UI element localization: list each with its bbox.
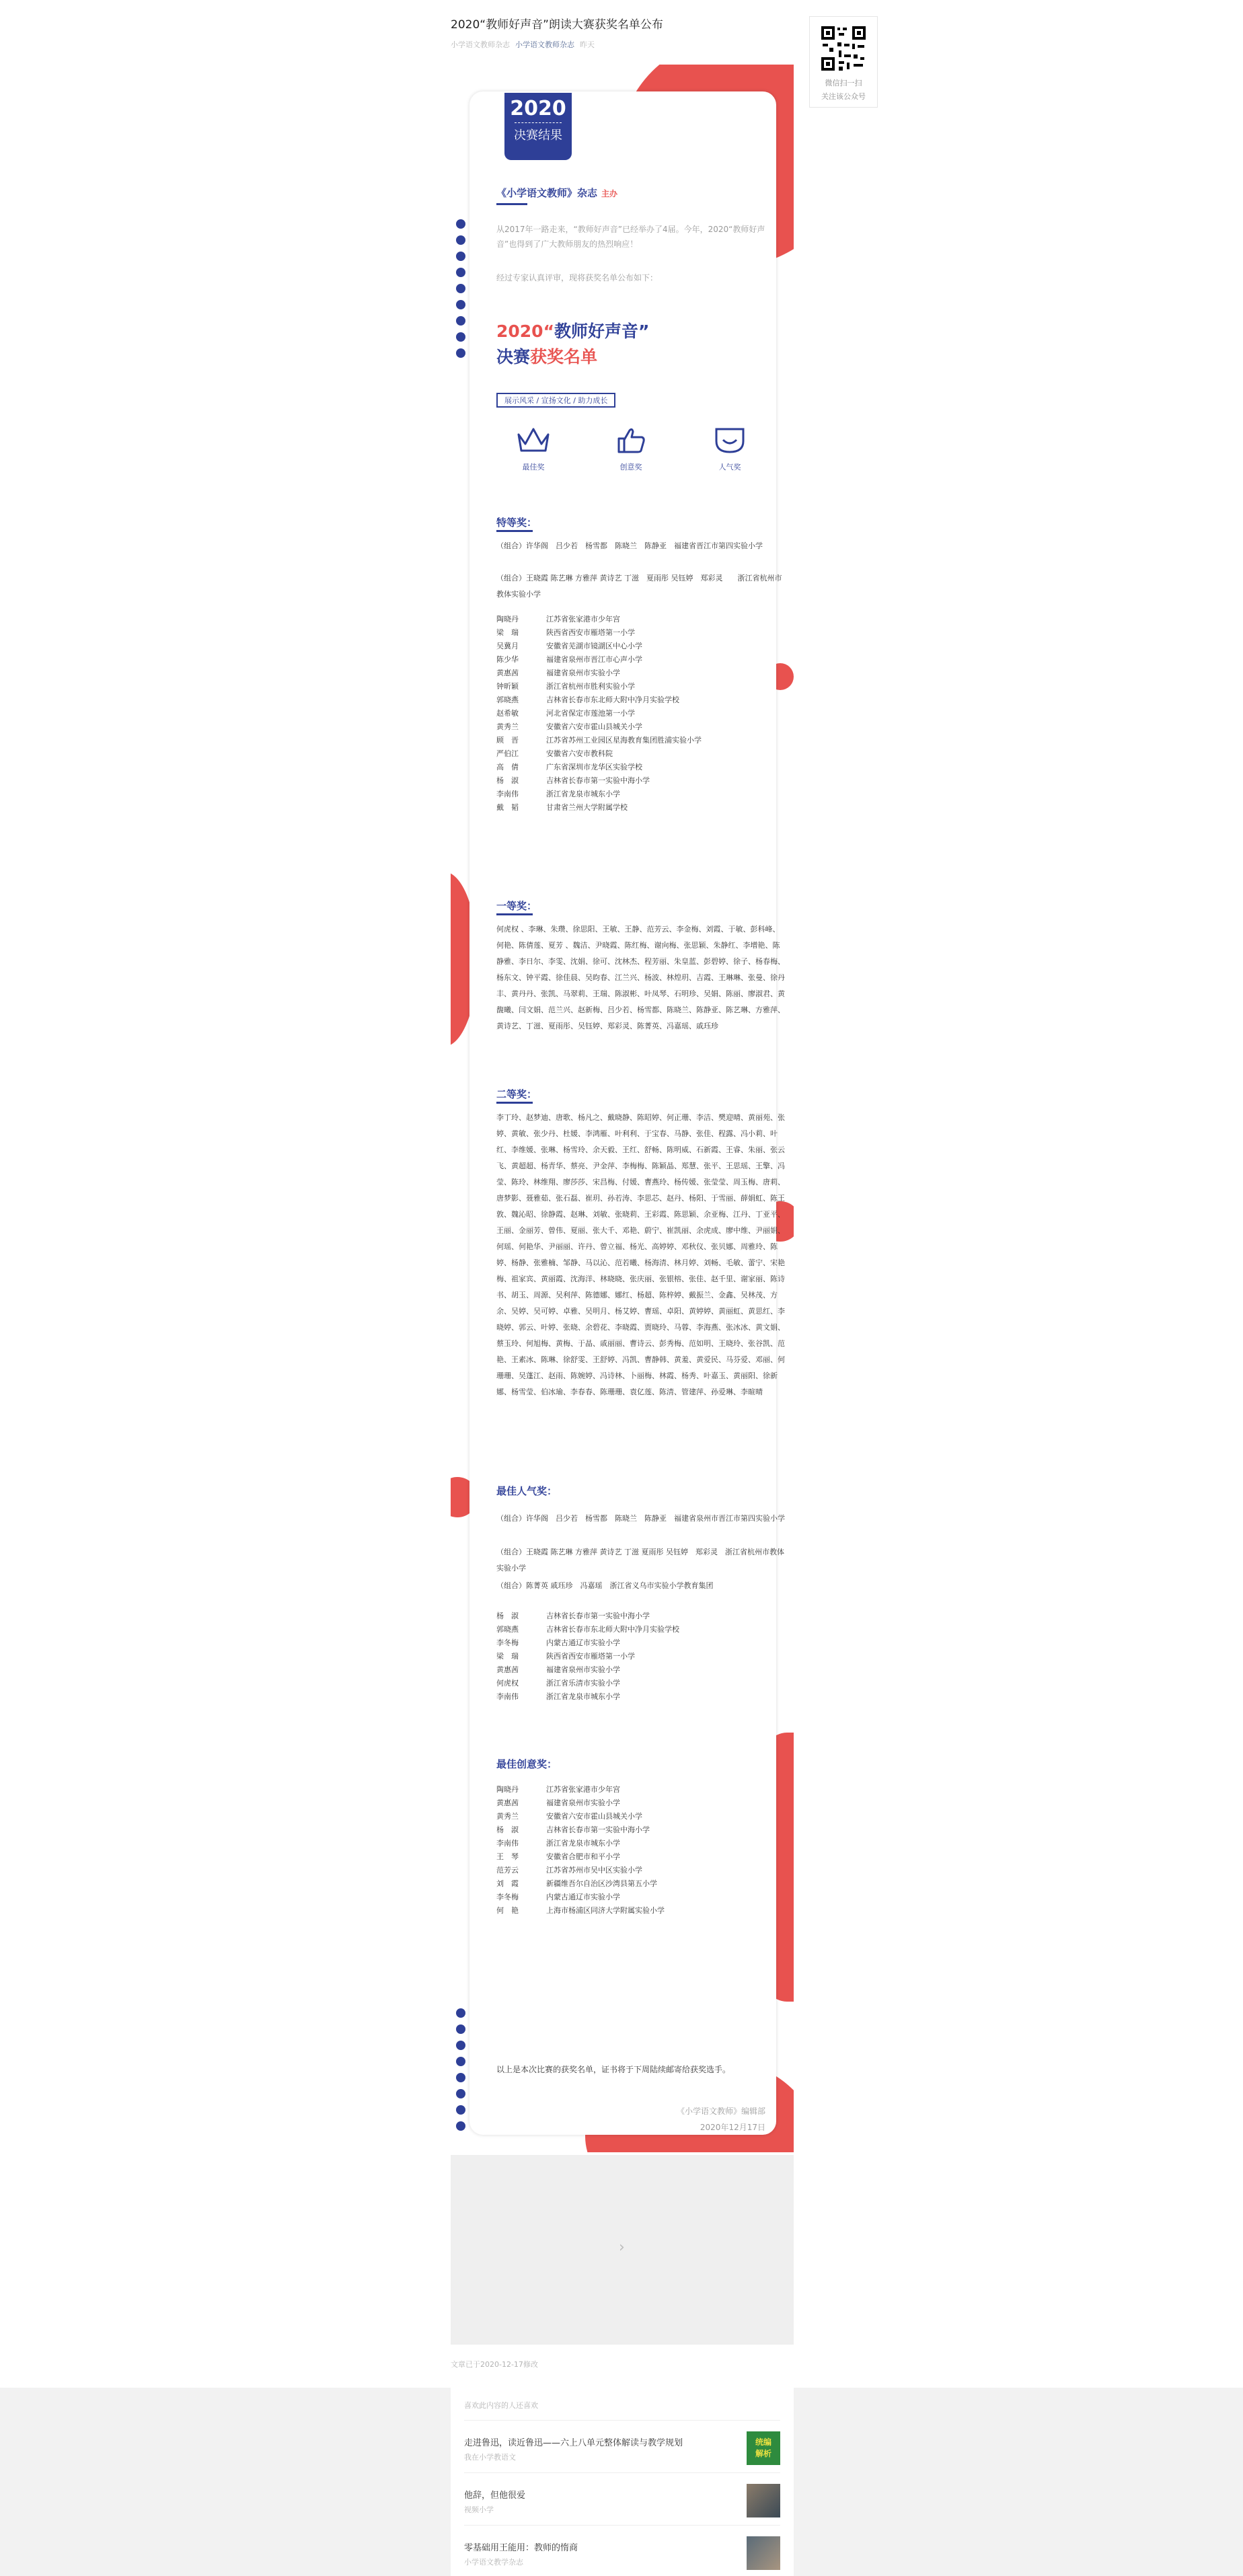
chevron-right-icon: › bbox=[619, 2239, 625, 2256]
intro-paragraph-2: 经过专家认真评审，现将获奖名单公布如下： bbox=[496, 273, 658, 282]
winner-school: 浙江省乐清市实验小学 bbox=[546, 1679, 620, 1688]
signer: 《小学语文教师》编辑部 bbox=[676, 2107, 765, 2116]
winner-name: 钟昕颖 bbox=[496, 682, 519, 691]
winner-school: 吉林省长春市第一实验中海小学 bbox=[546, 1825, 650, 1834]
winner-name: 郭晓燕 bbox=[496, 695, 519, 704]
winner-name: 陈少华 bbox=[496, 655, 519, 664]
award-row bbox=[496, 667, 620, 678]
winner-name: 李南伟 bbox=[496, 1692, 519, 1701]
related-thumbnail: 统编 解析 bbox=[747, 2431, 780, 2465]
winner-name: 刘 霞 bbox=[496, 1879, 519, 1888]
winner-name: 王 琴 bbox=[496, 1852, 519, 1861]
second-prize-names: 李丁玲、赵梦迪、唐歌、杨凡之、戴晓静、陈昭婷、何正珊、李洁、樊迎晴、黄丽苑、张婷、黄敏、张少丹、杜媛、李鸿雁、叶利利、于宝春、马静、张佳、程露、冯小莉、叶红、李维媛、张琳、杨雪玲、余天毅、王红、舒畅、陈明威、石新霞、王睿、朱丽、张云飞、黄超超、杨青华、蔡亮、尹金萍、李梅梅、陈颖晶、郑慧、张平、王思瑶、王擎、冯莹、陈玲、林维翔、廖莎莎、宋昌梅、付媛、曹燕玲、杨传媛、张莹莹、周玉梅、唐莉、唐梦影、聂雅茹、张石磊、崔玥、孙若涛、李思芯、赵丹、杨阳、于雪丽、薛娟虹、陈王敦、魏沁昭、徐静霞、赵琳、刘敏、张晓莉、王彩霞、陈思颖、余亚梅、江丹、丁亚平、王丽、金丽芳、曾伟、夏丽、张大千、邓艳、蔚宁、崔凯丽、余虎成、廖中维、尹丽娟、何瑶、何艳华、尹丽丽、许丹、曾立福、杨光、高婷婷、邓秋仪、张贝娜、周雅玲、陈婷、杨静、张雅楠、邹静、马以沁、范若曦、杨海清、林月婷、刘畅、毛敏、蕾宁、宋艳梅、祖家宾、黄丽霞、沈海洋、林晓晓、张庆丽、张银榕、张佳、赵千里、谢家丽、陈诗书、胡玉、周源、吴利萍、陈德娜、娜红、杨超、陈梓婷、戴振兰、金鑫、吴林茂、方余、吴婷、吴可婷、卓雅、吴明月、杨艾婷、曹瑶、卓阳、黄婷婷、黄丽虹、黄思红、李晓婷、郭云、叶婷、张晓、余碧花、李晓霞、贾晓玲、马蓉、李海燕、张冰冰、黄文娟、蔡玉玲、何旭梅、黄梅、于晶、戚丽丽、曹诗云、彭秀梅、范如明、王晓玲、张谷凯、范艳、王素冰、陈琳、徐舒雯、王舒婷、冯凯、曹静韩、黄羞、黄爱民、马芬爱、邓丽、何珊珊、吴蓬江、赵雨、陈婉婷、冯诗林、卜丽梅、林霞、杨秀、叶嘉玉、黄丽阳、徐新娜、杨雪莹、伯冰瑜、李春春、陈珊珊、袁亿莲、陈清、管建萍、孙爱琳、李暄晴 bbox=[496, 1113, 785, 1396]
winner-school: 河北省保定市莲池第一小学 bbox=[546, 709, 635, 718]
badge-year: 2020 bbox=[510, 97, 566, 120]
decor-dots-bottom bbox=[456, 2008, 465, 2137]
award-row bbox=[496, 1838, 620, 1848]
related-item[interactable]: 走进鲁迅，读近鲁迅——六上八单元整体解读与教学规划 我在小学教语文 统编 解析 bbox=[464, 2420, 780, 2471]
award-row bbox=[496, 654, 642, 665]
section-heading-first: 一等奖： bbox=[496, 900, 537, 912]
winner-school: 江苏省张家港市少年宫 bbox=[546, 615, 620, 623]
winner-school: 福建省泉州市晋江市心声小学 bbox=[546, 655, 642, 664]
award-row bbox=[496, 694, 679, 705]
sign-date: 2020年12月17日 bbox=[700, 2123, 765, 2132]
winner-name: 杨 淑 bbox=[496, 1612, 519, 1620]
winner-school: 吉林省长春市第一实验中海小学 bbox=[546, 776, 650, 785]
related-thumbnail bbox=[747, 2536, 780, 2570]
winner-school: 甘肃省兰州大学附属学校 bbox=[546, 803, 628, 812]
winner-school: 福建省泉州市实验小学 bbox=[546, 1798, 620, 1807]
winner-school: 浙江省龙泉市城东小学 bbox=[546, 1692, 620, 1701]
award-row bbox=[496, 1651, 635, 1661]
article-meta bbox=[451, 39, 595, 50]
year-badge bbox=[504, 93, 572, 160]
winner-name: 顾 晋 bbox=[496, 736, 519, 745]
winner-school: 广东省深圳市龙华区实验学校 bbox=[546, 763, 642, 771]
winner-school: 内蒙古通辽市实验小学 bbox=[546, 1638, 620, 1647]
section-heading-creative: 最佳创意奖： bbox=[496, 1758, 558, 1770]
meta-source: 小学语文教师杂志 bbox=[451, 40, 510, 49]
winner-name: 李冬梅 bbox=[496, 1893, 519, 1901]
award-row bbox=[496, 1851, 620, 1862]
winner-name: 杨 淑 bbox=[496, 1825, 519, 1834]
section-heading-popular: 最佳人气奖： bbox=[496, 1485, 558, 1497]
winner-name: 李南伟 bbox=[496, 1839, 519, 1848]
award-icons bbox=[496, 425, 765, 486]
intro-paragraph: 从2017年一路走来，“教师好声音”已经举办了4届。今年，2020“教师好声音”也得到了广大教师朋友的热烈响应！ bbox=[496, 225, 765, 249]
qr-code-icon bbox=[820, 25, 867, 72]
qr-caption-1: 微信扫一扫 bbox=[825, 79, 862, 87]
winner-school: 福建省泉州市实验小学 bbox=[546, 1665, 620, 1674]
award-row bbox=[496, 1878, 657, 1889]
winner-name: 戴 韬 bbox=[496, 803, 519, 812]
winner-school: 吉林省长春市东北师大附中净月实验学校 bbox=[546, 695, 679, 704]
poster-image bbox=[451, 65, 794, 2152]
award-row bbox=[496, 1864, 642, 1875]
award-row bbox=[496, 775, 650, 786]
team-entry: （组合）陈菁英 戚珏珍 冯嘉瑶 浙江省义乌市实验小学教育集团 bbox=[496, 1581, 714, 1590]
winner-name: 黄秀兰 bbox=[496, 1812, 519, 1821]
winner-school: 内蒙古通辽市实验小学 bbox=[546, 1893, 620, 1901]
award-row bbox=[496, 681, 635, 691]
award-row bbox=[496, 1637, 620, 1648]
award-row bbox=[496, 748, 613, 759]
winner-school: 陕西省西安市雁塔第一小学 bbox=[546, 1652, 635, 1661]
award-row bbox=[496, 734, 702, 745]
tagline: 展示风采 / 宣扬文化 / 助力成长 bbox=[496, 393, 615, 408]
magazine-host: 主办 bbox=[601, 189, 618, 198]
related-panel bbox=[451, 2388, 794, 2576]
thumbs-up-icon bbox=[612, 425, 650, 455]
award-popular: 人气奖 bbox=[693, 425, 767, 472]
winner-name: 杨 淑 bbox=[496, 776, 519, 785]
winner-name: 黄惠茜 bbox=[496, 1665, 519, 1674]
award-row bbox=[496, 1811, 642, 1821]
award-row bbox=[496, 802, 628, 812]
winner-school: 福建省泉州市实验小学 bbox=[546, 669, 620, 677]
winner-school: 安徽省六安市霍山县城关小学 bbox=[546, 722, 642, 731]
winner-school: 新疆维吾尔自治区沙湾县第五小学 bbox=[546, 1879, 657, 1888]
award-row bbox=[496, 613, 620, 624]
winner-school: 安徽省六安市教科院 bbox=[546, 749, 613, 758]
winner-school: 浙江省杭州市胜利实验小学 bbox=[546, 682, 635, 691]
award-row bbox=[496, 1664, 620, 1675]
winner-school: 江苏省苏州工业园区星海教育集团胜浦实验小学 bbox=[546, 736, 702, 745]
winner-name: 梁 瑞 bbox=[496, 1652, 519, 1661]
award-best: 最佳奖 bbox=[496, 425, 570, 472]
award-row bbox=[496, 708, 635, 718]
winner-school: 吉林省长春市东北师大附中净月实验学校 bbox=[546, 1625, 679, 1634]
decor-dots-top bbox=[456, 219, 465, 365]
award-row bbox=[496, 1797, 620, 1808]
winner-school: 安徽省合肥市和平小学 bbox=[546, 1852, 620, 1861]
award-row bbox=[496, 1905, 665, 1916]
publish-note: 文章已于2020-12-17修改 bbox=[451, 2360, 538, 2369]
closing-text: 以上是本次比赛的获奖名单，证书将于下周陆续邮寄给获奖选手。 bbox=[496, 2065, 731, 2074]
crown-icon bbox=[515, 425, 552, 455]
award-row bbox=[496, 640, 642, 651]
winner-name: 高 倩 bbox=[496, 763, 519, 771]
award-row bbox=[496, 721, 642, 732]
winner-name: 赵希敏 bbox=[496, 709, 519, 718]
winner-school: 江苏省张家港市少年宫 bbox=[546, 1785, 620, 1794]
winner-name: 陶晓丹 bbox=[496, 615, 519, 623]
winner-school: 吉林省长春市第一实验中海小学 bbox=[546, 1612, 650, 1620]
award-row bbox=[496, 1891, 620, 1902]
article-title: 2020“教师好声音”朗读大赛获奖名单公布 bbox=[451, 18, 663, 32]
team-entry: （组合）许华阁 吕少若 杨雪都 陈晓兰 陈静亚 福建省晋江市第四实验小学 bbox=[496, 541, 763, 550]
award-row bbox=[496, 1624, 679, 1634]
team-entry: （组合）许华阁 吕少若 杨雪都 陈晓兰 陈静亚 福建省泉州市晋江市第四实验小学 bbox=[496, 1514, 785, 1523]
winner-school: 浙江省龙泉市城东小学 bbox=[546, 790, 620, 798]
team-entry: （组合）王晓霞 陈艺琳 方雅萍 黄诗艺 丁滋 夏雨彤 吴钰婷 郑彩灵 浙江省杭州市教体实验小学 bbox=[496, 1548, 784, 1573]
winner-name: 黄惠茜 bbox=[496, 1798, 519, 1807]
award-row bbox=[496, 1784, 620, 1794]
winner-school: 安徽省六安市霍山县城关小学 bbox=[546, 1812, 642, 1821]
winner-name: 黄秀兰 bbox=[496, 722, 519, 731]
winner-name: 陶晓丹 bbox=[496, 1785, 519, 1794]
winner-name: 李南伟 bbox=[496, 790, 519, 798]
winner-name: 黄惠茜 bbox=[496, 669, 519, 677]
divider bbox=[496, 203, 527, 205]
badge-label: 决赛结果 bbox=[514, 128, 562, 143]
related-thumbnail bbox=[747, 2484, 780, 2517]
video-placeholder[interactable] bbox=[451, 2155, 794, 2345]
award-row bbox=[496, 1610, 650, 1621]
winner-school: 江苏省苏州市吴中区实验小学 bbox=[546, 1866, 642, 1874]
winner-name: 吴冀月 bbox=[496, 642, 519, 650]
qr-code-panel bbox=[809, 16, 878, 108]
award-creative: 创意奖 bbox=[594, 425, 668, 472]
winner-school: 安徽省芜湖市镜湖区中心小学 bbox=[546, 642, 642, 650]
award-row bbox=[496, 1691, 620, 1702]
winner-name: 何虎权 bbox=[496, 1679, 519, 1688]
poster-card bbox=[469, 91, 785, 2135]
award-row bbox=[496, 788, 620, 799]
winner-name: 梁 瑞 bbox=[496, 628, 519, 637]
winner-school: 陕西省西安市雁塔第一小学 bbox=[546, 628, 635, 637]
winner-name: 严伯江 bbox=[496, 749, 519, 758]
award-row bbox=[496, 1824, 650, 1835]
winner-name: 郭晓燕 bbox=[496, 1625, 519, 1634]
section-heading-second: 二等奖： bbox=[496, 1088, 537, 1100]
winner-school: 上海市杨浦区同济大学附属实验小学 bbox=[546, 1906, 665, 1915]
winner-school: 浙江省龙泉市城东小学 bbox=[546, 1839, 620, 1848]
first-prize-names: 何虎权 、李琳、朱瓒、徐思阳、王敏、王静、范芳云、李金梅、刘霞、于敏、彭科峰、何艳、陈倩莲、夏芳 、魏洁、尹晓霞、陈红梅、谢向梅、张思颖、朱静红、李增艳、陈静雅、李日尔、李雯、沈娟、徐可、沈林杰、程芳丽、朱皇蓝、彭碧婷、徐子、杨春梅、杨东文、钟平霞、徐佳晨、吴昀春、江兰兴、杨波、林煌玥、吉霞、王琳琳、张曼、徐丹丰、黄丹丹、张凯、马翠莉、王瑞、陈淑彬、叶凤琴、石明珍、吴娟、陈丽、廖淑君、黄馥曦、闫文娟、范兰兴、赵新梅、吕少若、杨雪都、陈晓兰、陈静亚、陈艺琳、方雅萍、黄诗艺、丁滋、夏雨彤、吴钰婷、郑彩灵、陈菁英、冯嘉瑶、戚珏珍 bbox=[496, 925, 785, 1030]
magazine-name: 《小学语文教师》杂志 主办 bbox=[496, 187, 618, 199]
related-section bbox=[0, 2388, 1243, 2576]
smile-icon bbox=[711, 425, 749, 455]
section-heading-special: 特等奖： bbox=[496, 517, 537, 529]
team-entry: （组合）王晓霞 陈艺琳 方雅萍 黄诗艺 丁滋 夏雨彤 吴钰婷 郑彩灵 浙江省杭州市教体实验小学 bbox=[496, 574, 782, 599]
winner-name: 何 艳 bbox=[496, 1906, 519, 1915]
meta-account-link[interactable]: 小学语文教师杂志 bbox=[515, 40, 574, 49]
related-item[interactable]: 他辞，但他很爱 视频小学 bbox=[464, 2472, 780, 2524]
related-heading: 喜欢此内容的人还喜欢 bbox=[464, 2401, 538, 2410]
winner-name: 李冬梅 bbox=[496, 1638, 519, 1647]
award-row bbox=[496, 761, 642, 772]
meta-date: 昨天 bbox=[580, 40, 595, 49]
award-row bbox=[496, 1677, 620, 1688]
related-item[interactable]: 零基础用王能用：教师的惰商 小学语文教学杂志 bbox=[464, 2525, 780, 2576]
award-row bbox=[496, 627, 635, 638]
winner-name: 范芳云 bbox=[496, 1866, 519, 1874]
qr-caption-2: 关注该公众号 bbox=[821, 92, 866, 101]
headline: 2020“教师好声音” 决赛获奖名单 bbox=[496, 321, 650, 367]
